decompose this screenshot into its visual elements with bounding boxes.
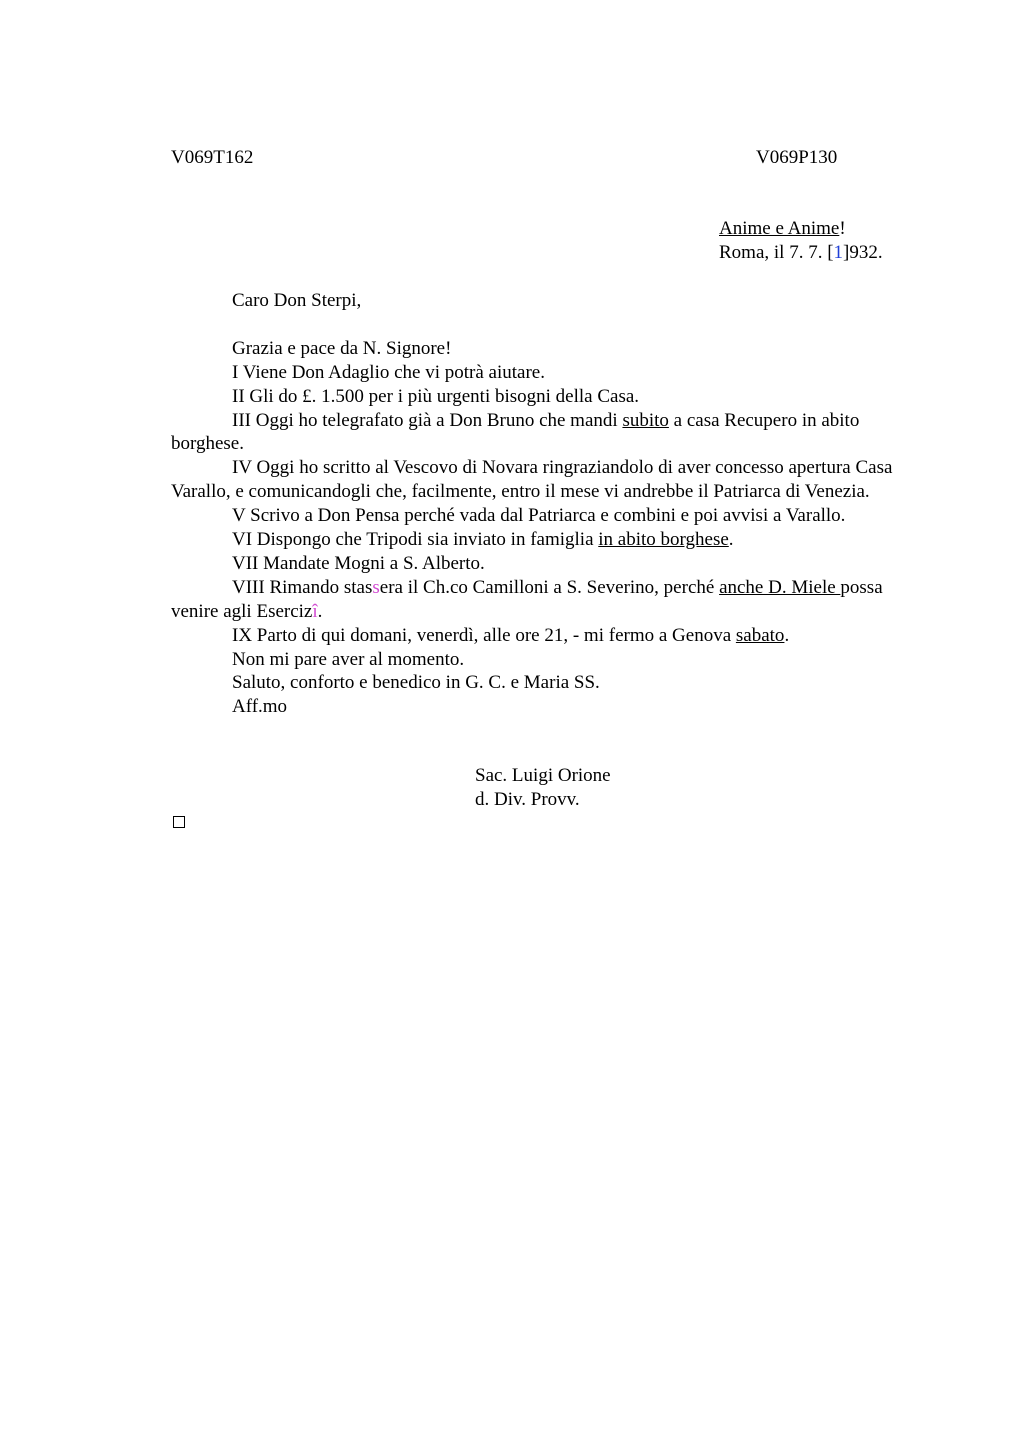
- motto: [719, 217, 846, 241]
- item-vi: VI Dispongo che Tripodi sia inviato in famiglia in abito borghese.: [232, 529, 734, 551]
- closing-line-2: Saluto, conforto e benedico in G. C. e Maria SS.: [232, 672, 600, 694]
- item-iii: III Oggi ho telegrafato già a Don Bruno che mandi subito a casa Recupero in abito borghese.: [171, 409, 860, 455]
- underlined-anche-d-miele: anche D. Miele: [719, 576, 841, 598]
- date-prefix: Roma, il 7. 7. [: [719, 242, 834, 263]
- motto-text: Anime e Anime: [719, 218, 840, 239]
- letter-date: [719, 241, 883, 265]
- item-v: V Scrivo a Don Pensa perché vada dal Patriarca e combini e poi avvisi a Varallo.: [232, 505, 846, 527]
- item-iv: IV Oggi ho scritto al Vescovo di Novara ringraziandolo di aver concesso apertura Casa Varallo, e comunicandogli che, facilmente, entro il mese vi andrebbe il Patriarca di Venezia.: [171, 457, 893, 503]
- empty-square-icon: [173, 816, 185, 828]
- greeting: Grazia e pace da N. Signore!: [232, 337, 452, 359]
- signature-title: d. Div. Provv.: [475, 789, 580, 810]
- date-suffix: ]932.: [843, 242, 883, 263]
- salutation: Caro Don Sterpi,: [232, 290, 362, 311]
- underlined-subito: subito: [622, 409, 669, 431]
- document-code-right: V069P130: [756, 147, 838, 168]
- closing-line-3: Aff.mo: [232, 696, 288, 718]
- editorial-letter-i: î: [312, 600, 318, 622]
- underlined-sabato: sabato: [735, 624, 785, 646]
- item-i: I Viene Don Adaglio che vi potrà aiutare.: [232, 361, 545, 383]
- item-viii: VIII Rimando stassera il Ch.co Camilloni a S. Severino, perché anche D. Miele possa venire agli Esercizî.: [171, 576, 883, 622]
- date-editorial-digit: 1: [833, 242, 844, 263]
- motto-punct: !: [839, 218, 846, 239]
- item-ix: IX Parto di qui domani, venerdì, alle ore 21, - mi fermo a Genova sabato.: [232, 624, 790, 646]
- underlined-in-abito-borghese: in abito borghese: [598, 529, 729, 551]
- document-code-left: V069T162: [171, 147, 254, 168]
- letter-body: [171, 289, 916, 719]
- item-vii: VII Mandate Mogni a S. Alberto.: [232, 552, 485, 574]
- editorial-letter-s: s: [372, 576, 380, 598]
- signature-block: [475, 764, 611, 812]
- signature-name: Sac. Luigi Orione: [475, 765, 611, 786]
- closing-line-1: Non mi pare aver al momento.: [232, 648, 465, 670]
- item-ii: II Gli do £. 1.500 per i più urgenti bisogni della Casa.: [232, 385, 640, 407]
